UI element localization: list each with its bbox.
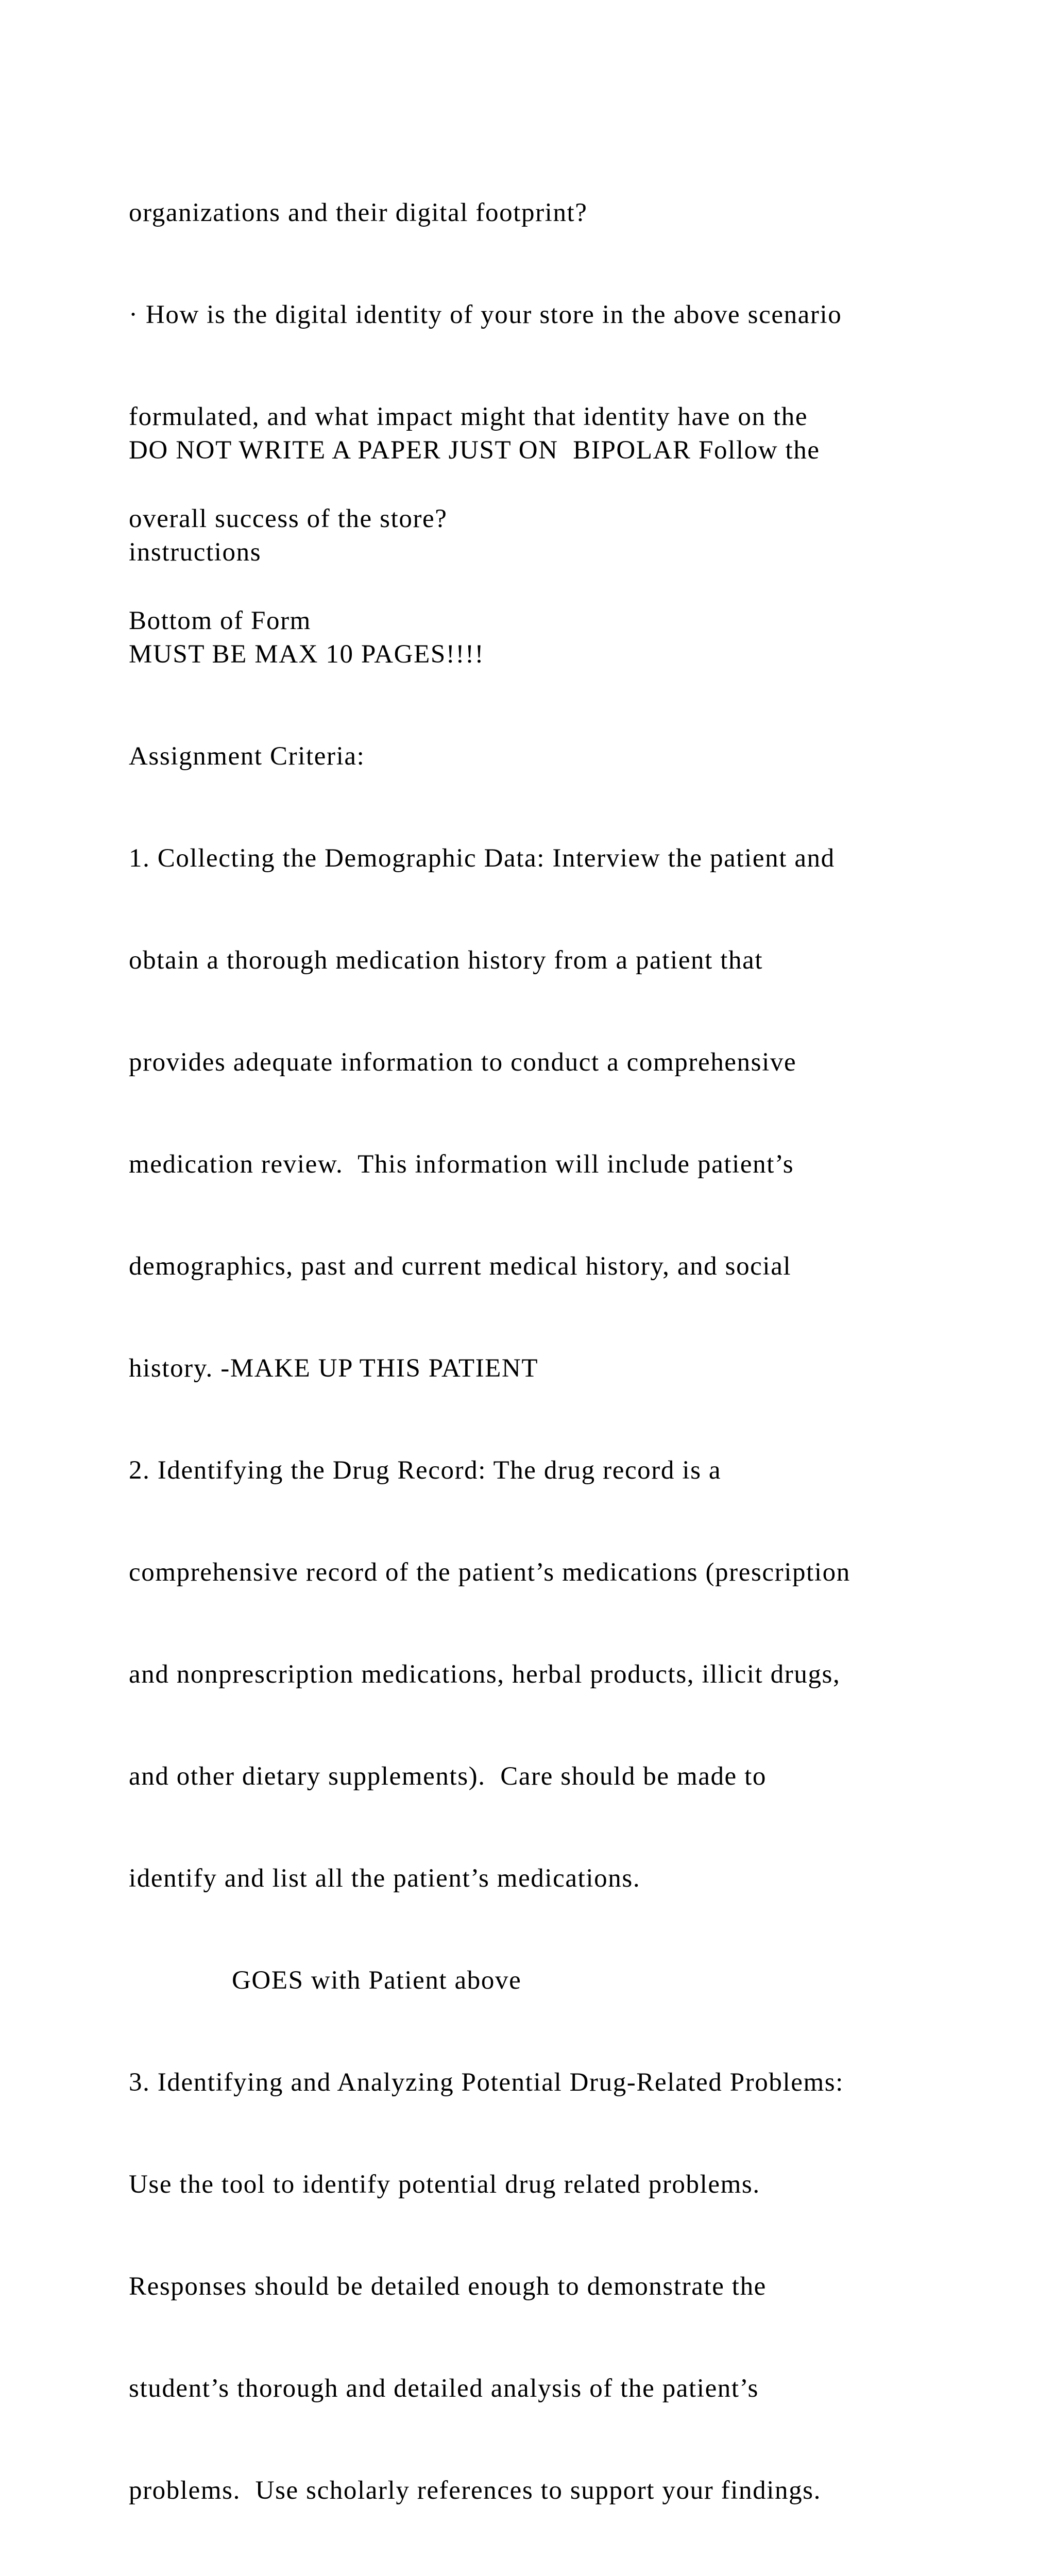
sub-item-a xyxy=(129,2575,974,2576)
text-line: history. -MAKE UP THIS PATIENT xyxy=(129,1354,539,1383)
text-line: comprehensive record of the patient’s medications (prescription xyxy=(129,1558,850,1587)
text-line: instructions xyxy=(129,538,262,567)
text-line: provides adequate information to conduct a comprehensive xyxy=(129,1048,797,1077)
text-line: organizations and their digital footprint? xyxy=(129,198,588,227)
text-line: medication review. This information will include patient’s xyxy=(129,1150,794,1179)
indented-note: GOES with Patient above xyxy=(232,1966,522,1995)
text-line: formulated, and what impact might that identity have on the xyxy=(129,402,808,431)
text-line: demographics, past and current medical history, and social xyxy=(129,1252,792,1281)
text-line: and nonprescription medications, herbal products, illicit drugs, xyxy=(129,1660,841,1689)
bottom-of-form-label: Bottom of Form xyxy=(129,606,311,635)
criterion-2-line: 2. Identifying the Drug Record: The drug record is a xyxy=(129,1456,722,1485)
criterion-1-line: 1. Collecting the Demographic Data: Interview the patient and xyxy=(129,844,835,873)
text-line: · How is the digital identity of your store in the above scenario xyxy=(129,300,842,329)
criterion-3-line: 3. Identifying and Analyzing Potential Drug-Related Problems: xyxy=(129,2068,844,2097)
text-line: and other dietary supplements). Care should be made to xyxy=(129,1762,767,1791)
assignment-criteria-heading: Assignment Criteria: xyxy=(129,742,365,771)
text-line: Responses should be detailed enough to demonstrate the xyxy=(129,2272,767,2301)
text-line: overall success of the store? xyxy=(129,504,448,533)
text-line: obtain a thorough medication history from a patient that xyxy=(129,946,763,975)
instructions-heading: DO NOT WRITE A PAPER JUST ON BIPOLAR Follow the xyxy=(129,436,820,465)
text-line: student’s thorough and detailed analysis of the patient’s xyxy=(129,2374,759,2403)
text-line: Use the tool to identify potential drug related problems. xyxy=(129,2170,760,2199)
text-line: problems. Use scholarly references to support your findings. xyxy=(129,2476,821,2505)
text-line: identify and list all the patient’s medications. xyxy=(129,1864,641,1893)
assignment-instructions-block xyxy=(129,365,974,2576)
page-limit-notice: MUST BE MAX 10 PAGES!!!! xyxy=(129,640,485,669)
